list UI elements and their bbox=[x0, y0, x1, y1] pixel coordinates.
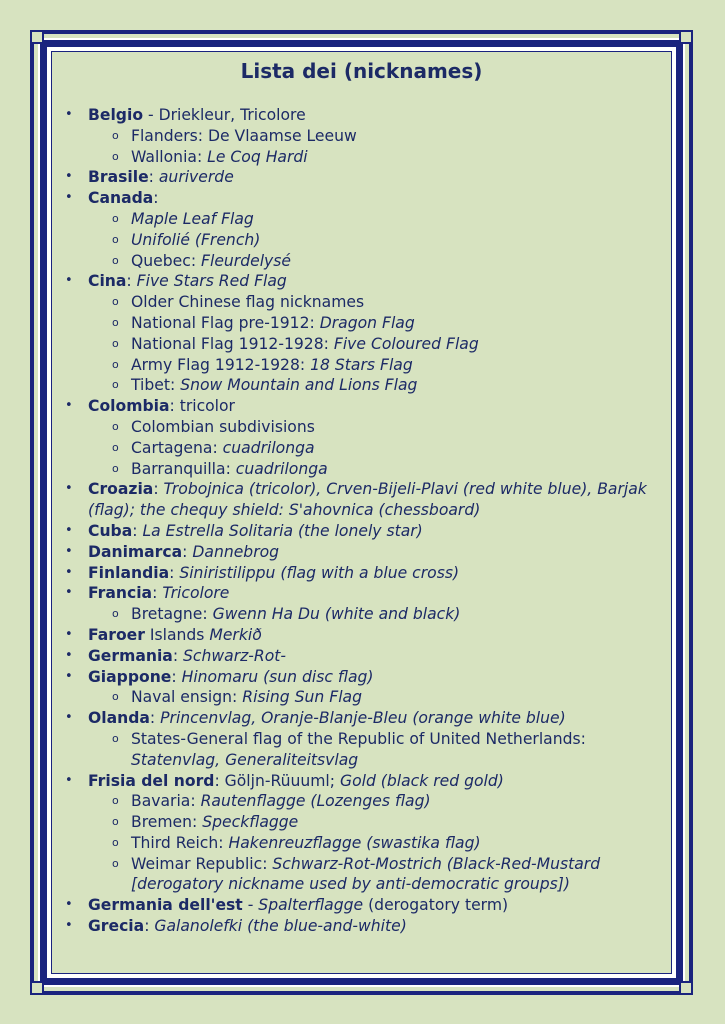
item-nickname: Maple Leaf Flag bbox=[131, 209, 254, 228]
item-text: Naval ensign: bbox=[131, 688, 243, 707]
sub-list-item bbox=[60, 334, 665, 355]
bullet-icon: • bbox=[65, 522, 73, 538]
item-text: : tricolor bbox=[169, 397, 235, 416]
item-nickname: Princenvlag, Oranje-Blanje-Bleu (orange white blue) bbox=[160, 709, 566, 728]
item-text: : bbox=[153, 480, 164, 499]
sub-bullet-icon: o bbox=[112, 336, 119, 350]
item-text: National Flag pre-1912: bbox=[131, 313, 320, 332]
item-nickname: Gold (black red gold) bbox=[339, 771, 504, 790]
sub-list-item bbox=[60, 854, 665, 896]
bullet-icon: • bbox=[65, 190, 73, 206]
bullet-icon: • bbox=[65, 169, 73, 185]
item-nickname: 18 Stars Flag bbox=[310, 355, 413, 374]
document-body bbox=[52, 52, 671, 973]
item-name: Germania bbox=[88, 646, 173, 665]
item-nickname: Gwenn Ha Du (white and black) bbox=[212, 605, 461, 624]
sub-bullet-icon: o bbox=[112, 461, 119, 475]
nickname-list bbox=[60, 105, 665, 937]
item-name: Frisia del nord bbox=[88, 771, 215, 790]
item-nickname: Fleurdelysé bbox=[201, 251, 291, 270]
item-name: Giappone bbox=[88, 667, 172, 686]
sub-bullet-icon: o bbox=[112, 128, 119, 142]
item-text: : bbox=[172, 646, 184, 665]
item-nickname: cuadrilonga bbox=[222, 438, 315, 457]
list-item bbox=[60, 271, 665, 292]
item-nickname: Schwarz-Rot- bbox=[183, 646, 287, 665]
item-text: Bretagne: bbox=[131, 605, 213, 624]
sub-bullet-icon: o bbox=[112, 856, 119, 870]
corner-ornament-top-right bbox=[679, 30, 693, 44]
sub-list-item bbox=[60, 230, 665, 251]
sub-list-item bbox=[60, 687, 665, 708]
item-nickname: Tricolore bbox=[162, 584, 230, 603]
sub-list-item bbox=[60, 417, 665, 438]
sub-bullet-icon: o bbox=[112, 295, 119, 309]
item-name: Belgio bbox=[88, 106, 144, 124]
corner-ornament-bottom-right bbox=[679, 981, 693, 995]
item-nickname: Siniristilippu (flag with a blue cross) bbox=[179, 563, 460, 582]
bullet-icon: • bbox=[65, 668, 73, 684]
item-name: Grecia bbox=[88, 917, 145, 936]
item-nickname: Hakenreuzflagge (swastika flag) bbox=[228, 833, 481, 852]
item-nickname: La Estrella Solitaria (the lonely star) bbox=[142, 521, 423, 540]
item-nickname: Five Stars Red Flag bbox=[136, 272, 287, 291]
item-nickname: Rising Sun Flag bbox=[242, 688, 362, 707]
list-item bbox=[60, 188, 665, 209]
list-item bbox=[60, 667, 665, 688]
sub-list-item bbox=[60, 791, 665, 812]
item-text: National Flag 1912-1928: bbox=[131, 334, 334, 353]
list-item bbox=[60, 521, 665, 542]
item-text: Army Flag 1912-1928: bbox=[131, 355, 311, 374]
item-text: : bbox=[169, 563, 180, 582]
sub-bullet-icon: o bbox=[112, 253, 119, 267]
bullet-icon: • bbox=[65, 626, 73, 642]
item-text: : bbox=[144, 917, 155, 936]
list-item bbox=[60, 167, 665, 188]
item-text: : bbox=[149, 709, 161, 728]
bullet-icon: • bbox=[65, 398, 73, 414]
item-text: : bbox=[152, 584, 163, 603]
list-item bbox=[60, 895, 665, 916]
item-name: Faroer bbox=[88, 625, 145, 644]
sub-list-item bbox=[60, 251, 665, 272]
sub-bullet-icon: o bbox=[112, 731, 119, 745]
item-nickname: Trobojnica (tricolor), Crven-Bijeli-Plavi (red white blue), Barjak (flag); the chequy shield: S'ahovnica (chessboard) bbox=[88, 480, 647, 520]
item-name: Germania dell'est bbox=[88, 896, 243, 915]
item-name: Danimarca bbox=[88, 542, 183, 561]
item-text: Cartagena: bbox=[131, 438, 223, 457]
bullet-icon: • bbox=[65, 647, 73, 663]
item-text: : bbox=[171, 667, 182, 686]
item-text: Tibet: bbox=[131, 376, 181, 395]
sub-list-item bbox=[60, 355, 665, 376]
sub-bullet-icon: o bbox=[112, 315, 119, 329]
bullet-icon: • bbox=[65, 564, 73, 580]
item-text: Wallonia: bbox=[131, 147, 208, 166]
bullet-icon: • bbox=[65, 585, 73, 601]
item-text: : bbox=[126, 272, 137, 291]
sub-bullet-icon: o bbox=[112, 440, 119, 454]
list-item bbox=[60, 105, 665, 126]
item-text: - bbox=[242, 896, 259, 915]
item-text: Flanders: De Vlaamse Leeuw bbox=[131, 126, 357, 145]
item-text: Bavaria: bbox=[131, 792, 201, 811]
sub-list-item bbox=[60, 729, 665, 771]
item-text: Older Chinese flag nicknames bbox=[131, 293, 365, 312]
corner-ornament-bottom-left bbox=[30, 981, 44, 995]
sub-list-item bbox=[60, 292, 665, 313]
list-item bbox=[60, 708, 665, 729]
item-text: Weimar Republic: bbox=[131, 854, 273, 873]
sub-list-item bbox=[60, 833, 665, 854]
item-nickname: Snow Mountain and Lions Flag bbox=[180, 376, 418, 395]
sub-bullet-icon: o bbox=[112, 835, 119, 849]
item-text: : bbox=[148, 168, 159, 187]
page-title: Lista dei (nicknames) bbox=[240, 59, 483, 83]
list-item bbox=[60, 646, 665, 667]
sub-list-item bbox=[60, 604, 665, 625]
bullet-icon: • bbox=[65, 543, 73, 559]
bullet-icon: • bbox=[65, 772, 73, 788]
bullet-icon: • bbox=[65, 918, 73, 934]
sub-bullet-icon: o bbox=[112, 149, 119, 163]
sub-bullet-icon: o bbox=[112, 211, 119, 225]
item-name: Francia bbox=[88, 584, 153, 603]
bullet-icon: • bbox=[65, 273, 73, 289]
sub-bullet-icon: o bbox=[112, 607, 119, 621]
item-text: Third Reich: bbox=[131, 833, 229, 852]
item-text: : Göljn-Rüuuml; bbox=[214, 771, 340, 790]
sub-bullet-icon: o bbox=[112, 815, 119, 829]
item-nickname: Speckflagge bbox=[202, 813, 299, 832]
list-item bbox=[60, 583, 665, 604]
sub-list-item bbox=[60, 313, 665, 334]
item-name: Croazia bbox=[88, 480, 154, 499]
item-text: Quebec: bbox=[131, 251, 202, 270]
bullet-icon: • bbox=[65, 481, 73, 497]
sub-list-item bbox=[60, 126, 665, 147]
item-text: States-General flag of the Republic of United Netherlands: bbox=[131, 729, 586, 748]
item-name: Olanda bbox=[88, 709, 150, 728]
corner-ornament-top-left bbox=[30, 30, 44, 44]
list-item bbox=[60, 563, 665, 584]
item-nickname: Galanolefki (the blue-and-white) bbox=[154, 917, 407, 936]
item-name: Colombia bbox=[88, 397, 170, 416]
item-nickname: Schwarz-Rot-Mostrich (Black-Red-Mustard [derogatory nickname used by anti-democratic groups]) bbox=[131, 854, 601, 894]
item-name: Brasile bbox=[88, 168, 149, 187]
item-text: : bbox=[132, 521, 143, 540]
item-note: (derogatory term) bbox=[363, 896, 509, 915]
bullet-icon: • bbox=[65, 107, 73, 122]
sub-bullet-icon: o bbox=[112, 232, 119, 246]
sub-bullet-icon: o bbox=[112, 794, 119, 808]
sub-bullet-icon: o bbox=[112, 690, 119, 704]
list-item bbox=[60, 916, 665, 937]
list-item bbox=[60, 625, 665, 646]
sub-list-item bbox=[60, 812, 665, 833]
item-text: Colombian subdivisions bbox=[131, 417, 315, 436]
item-text: Barranquilla: bbox=[131, 459, 236, 478]
item-nickname: Dannebrog bbox=[192, 542, 280, 561]
item-nickname: Five Coloured Flag bbox=[333, 334, 479, 353]
item-name: Cuba bbox=[88, 521, 133, 540]
list-item bbox=[60, 396, 665, 417]
list-item bbox=[60, 771, 665, 792]
item-name: Canada bbox=[88, 189, 154, 208]
item-name: Cina bbox=[88, 272, 127, 291]
bullet-icon: • bbox=[65, 710, 73, 726]
sub-list-item bbox=[60, 147, 665, 168]
item-text: Bremen: bbox=[131, 813, 203, 832]
sub-bullet-icon: o bbox=[112, 357, 119, 371]
item-name: Finlandia bbox=[88, 563, 170, 582]
item-text: - Driekleur, Tricolore bbox=[143, 106, 306, 124]
item-nickname: Dragon Flag bbox=[319, 313, 415, 332]
item-text: : bbox=[182, 542, 193, 561]
sub-bullet-icon: o bbox=[112, 378, 119, 392]
sub-list-item bbox=[60, 438, 665, 459]
item-nickname: cuadrilonga bbox=[235, 459, 328, 478]
sub-list-item bbox=[60, 375, 665, 396]
item-text: : bbox=[153, 189, 159, 208]
item-nickname: Merkið bbox=[209, 625, 262, 644]
item-nickname: Unifolié (French) bbox=[131, 230, 261, 249]
item-nickname: Statenvlag, Generaliteitsvlag bbox=[131, 750, 359, 769]
bullet-icon: • bbox=[65, 897, 73, 913]
item-nickname: auriverde bbox=[158, 168, 234, 187]
sub-bullet-icon: o bbox=[112, 419, 119, 433]
sub-list-item bbox=[60, 459, 665, 480]
sub-list-item bbox=[60, 209, 665, 230]
item-text: Islands bbox=[144, 625, 210, 644]
item-nickname: Le Coq Hardi bbox=[207, 147, 308, 166]
item-nickname: Spalterflagge bbox=[258, 896, 364, 915]
item-nickname: Hinomaru (sun disc flag) bbox=[181, 667, 374, 686]
item-nickname: Rautenflagge (Lozenges flag) bbox=[200, 792, 431, 811]
list-item bbox=[60, 542, 665, 563]
list-item bbox=[60, 479, 665, 521]
